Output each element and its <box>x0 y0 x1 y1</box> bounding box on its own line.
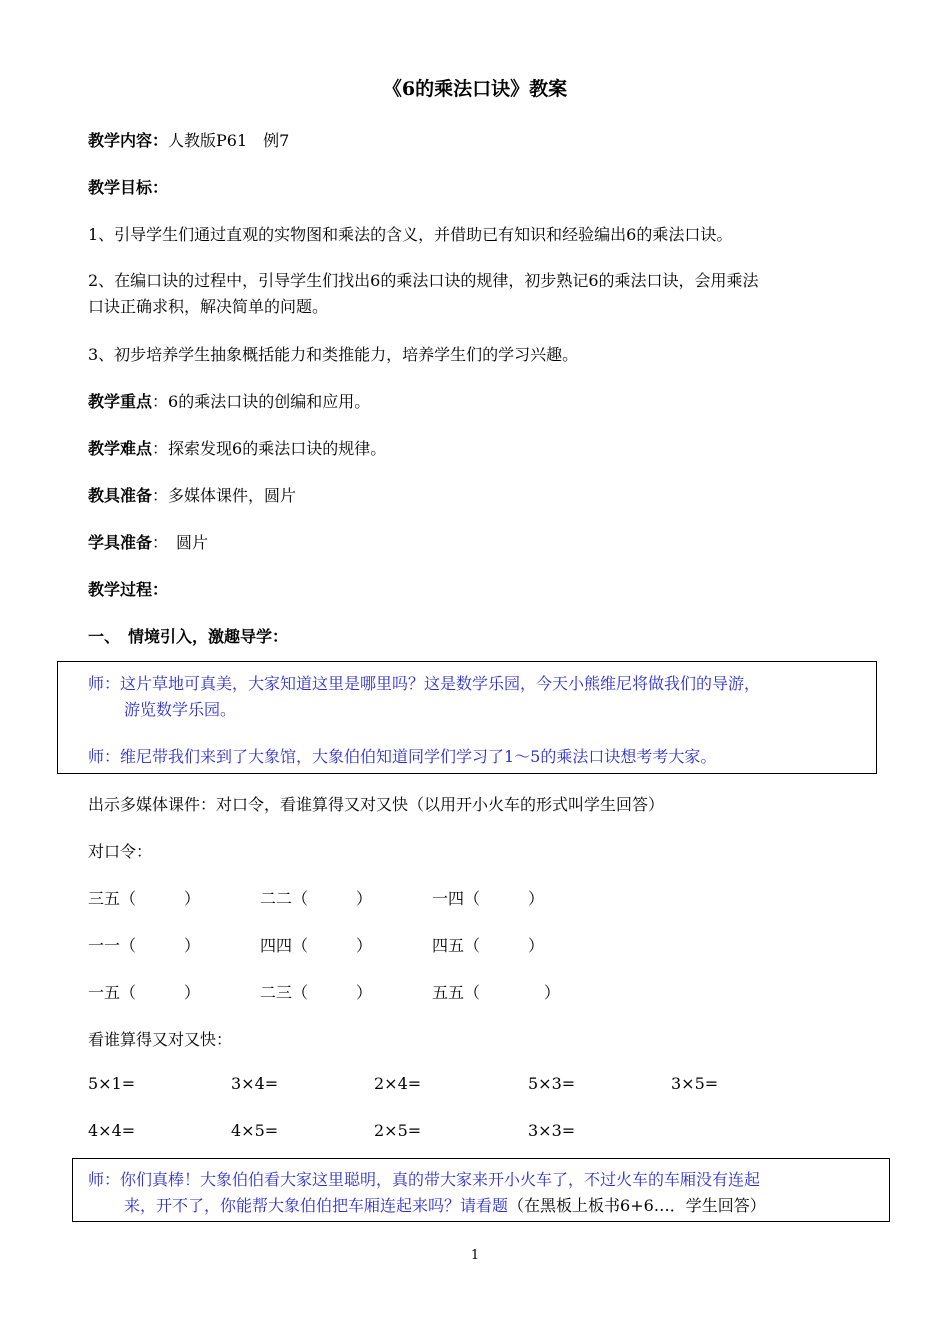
dkl-cell: 一五（ ） <box>88 983 201 1002</box>
teacher-tools <box>88 483 296 506</box>
dkl-cell: 一四（ ） <box>432 889 545 908</box>
quick-calc-label: 看谁算得又对又快： <box>88 1030 233 1049</box>
box2-line-1: 师：你们真棒！大象伯伯看大家这里聪明，真的带大家来开小火车了，不过火车的车厢没有连起 <box>88 1170 761 1189</box>
objective-1: 1、引导学生们通过直观的实物图和乘法的含义，并借助已有知识和经验编出6的乘法口诀。 <box>88 225 733 244</box>
calc-cell: 2×5= <box>374 1121 422 1140</box>
objectives-heading: 教学目标： <box>88 178 169 197</box>
box2-line-2-black: （在黑板上板书6+6…．学生回答） <box>508 1196 766 1215</box>
student-tools-value: ： 圆片 <box>152 533 209 552</box>
calc-cell: 5×1= <box>88 1074 136 1093</box>
calc-cell: 2×4= <box>374 1074 422 1093</box>
difficulty-label: 教学难点 <box>88 439 153 458</box>
box2-line-2-blue: 来，开不了，你能帮大象伯伯把车厢连起来吗？请看题 <box>124 1196 509 1215</box>
objective-3: 3、初步培养学生抽象概括能力和类推能力，培养学生们的学习兴趣。 <box>88 345 579 364</box>
calc-cell: 4×5= <box>231 1121 279 1140</box>
dkl-cell: 二二（ ） <box>260 889 373 908</box>
difficulty <box>88 436 386 459</box>
dkl-cell: 一一（ ） <box>88 936 201 955</box>
box1-line-2: 游览数学乐园。 <box>124 700 237 719</box>
process-heading: 教学过程： <box>88 580 169 599</box>
courseware-instruction: 出示多媒体课件：对口令，看谁算得又对又快（以用开小火车的形式叫学生回答） <box>88 795 665 814</box>
student-tools-label: 学具准备 <box>88 533 153 552</box>
teacher-tools-label: 教具准备 <box>88 486 153 505</box>
dkl-cell: 二三（ ） <box>260 983 373 1002</box>
dui-kou-ling-label: 对口令： <box>88 842 153 861</box>
dkl-cell: 四四（ ） <box>260 936 373 955</box>
key-point-value: ：6的乘法口诀的创编和应用。 <box>152 392 371 411</box>
key-point <box>88 389 370 412</box>
dkl-cell: 四五（ ） <box>432 936 545 955</box>
teacher-tools-value: ：多媒体课件，圆片 <box>152 486 297 505</box>
objective-2-continued: 口诀正确求积，解决简单的问题。 <box>88 297 329 316</box>
student-tools <box>88 530 208 553</box>
teaching-content-label: 教学内容： <box>88 131 169 150</box>
dkl-cell: 三五（ ） <box>88 889 201 908</box>
document-title: 《6的乘法口诀》教案 <box>382 78 568 100</box>
teaching-content-value: 人教版P61 例7 <box>168 131 290 150</box>
calc-cell: 5×3= <box>528 1074 576 1093</box>
page-number: 1 <box>470 1248 480 1263</box>
calc-cell: 3×4= <box>231 1074 279 1093</box>
section-1-heading: 一、 情境引入，激趣导学： <box>88 627 289 646</box>
calc-cell: 3×5= <box>671 1074 719 1093</box>
teaching-content <box>88 128 289 151</box>
dkl-cell: 五五（ ） <box>432 983 561 1002</box>
key-point-label: 教学重点 <box>88 392 153 411</box>
difficulty-value: ：探索发现6的乘法口诀的规律。 <box>152 439 387 458</box>
objective-2: 2、在编口诀的过程中，引导学生们找出6的乘法口诀的规律，初步熟记6的乘法口诀，会用乘法 <box>88 271 759 290</box>
calc-cell: 4×4= <box>88 1121 136 1140</box>
box2-line-2 <box>124 1193 766 1216</box>
box1-line-1: 师：这片草地可真美，大家知道这里是哪里吗？这是数学乐园，今天小熊维尼将做我们的导游， <box>88 674 761 693</box>
box1-line-3: 师：维尼带我们来到了大象馆，大象伯伯知道同学们学习了1～5的乘法口诀想考考大家。 <box>88 747 717 766</box>
calc-cell: 3×3= <box>528 1121 576 1140</box>
